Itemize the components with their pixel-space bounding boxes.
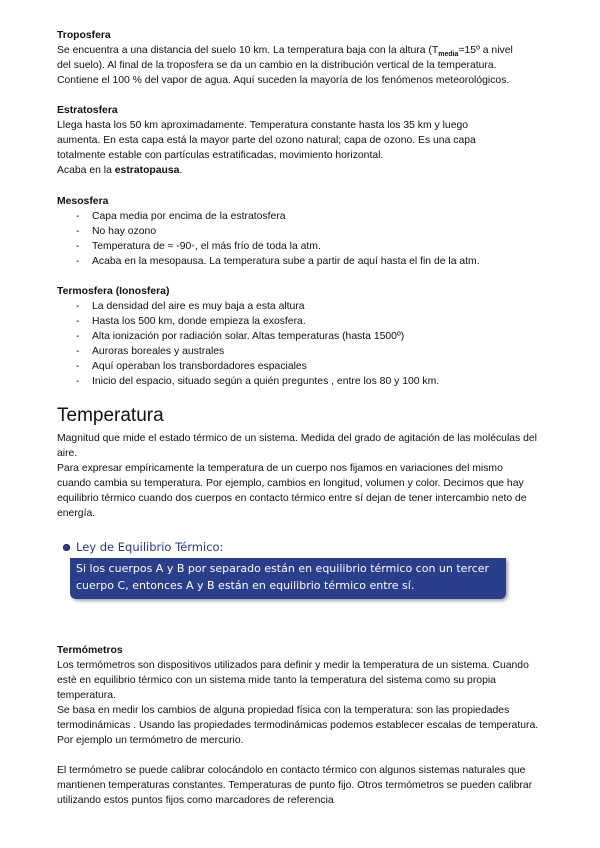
ley-title: Ley de Equilibrio Térmico: <box>76 539 224 554</box>
ley-line1: Si los cuerpos A y B por separado están en equilibrio térmico con un tercer <box>76 562 490 575</box>
temperatura-p2: Para expresar empíricamente la temperatura de un cuerpo nos fijamos en variaciones del mismo cuando cambia su temperatura. Por ejemplo, cambios en longitud, volumen y color. Decimos que hay equilibrio térmico cuando dos cuerpos en contacto térmico entre sí dejan de tener intercambio neto de energía. <box>57 463 527 519</box>
estratopausa-term: estratopausa <box>114 165 180 176</box>
ley-statement-box <box>70 558 506 599</box>
list-item: - Auroras boreales y australes <box>57 344 547 359</box>
termosfera-heading: Termosfera (Ionosfera) <box>57 286 170 297</box>
termometros-p1: Los termómetros son dispositivos utilizados para definir y medir la temperatura de un sistema. Cuando estè en equilibrio térmico con un sistema mide tanto la temperatura del sistema como su propia temperatura. <box>57 660 529 701</box>
ley-title-row <box>62 539 506 555</box>
list-item: - Capa media por encima de la estratosfera <box>57 209 547 224</box>
troposfera-line3: Contiene el 100 % del vapor de agua. Aquí suceden la mayoría de los fenómenos meteorológicos. <box>57 75 510 86</box>
troposfera-subscript: media <box>438 51 459 59</box>
troposfera-line1 <box>57 43 547 58</box>
estratosfera-ends-pre: Acaba en la <box>57 165 115 176</box>
bullet-icon <box>63 544 70 551</box>
list-item: - Aquí operaban los transbordadores espaciales <box>57 359 547 374</box>
ley-equilibrio-block <box>62 539 506 599</box>
list-item: - Alta ionización por radiación solar. Altas temperaturas (hasta 1500º) <box>57 329 547 344</box>
list-item: - Hasta los 500 km, donde empieza la exosfera. <box>57 314 547 329</box>
troposfera-line2: del suelo). Al final de la troposfera se da un cambio en la distribución vertical de la temperatura. <box>57 60 497 71</box>
troposfera-line1-post: =15º a nivel <box>458 45 513 56</box>
list-item: - Acaba en la mesopausa. La temperatura sube a partir de aquí hasta el fin de la atm. <box>57 254 547 269</box>
estratosfera-ends <box>57 163 512 178</box>
section-mesosfera <box>57 194 547 269</box>
troposfera-line1-pre: Se encuentra a una distancia del suelo 10 km. La temperatura baja con la altura (T <box>57 45 439 56</box>
list-item: - La densidad del aire es muy baja a esta altura <box>57 299 547 314</box>
estratosfera-body: Llega hasta los 50 km aproximadamente. Temperatura constante hasta los 35 km y luego aumenta. En esta capa está la mayor parte del ozono natural; capa de ozono. Es una capa totalmente estable con partículas estratificadas, movimiento horizontal. <box>57 120 476 161</box>
termosfera-list <box>57 299 547 389</box>
section-estratosfera <box>57 103 512 178</box>
temperatura-p1: Magnitud que mide el estado térmico de un sistema. Medida del grado de agitación de las moléculas del aire. <box>57 433 537 459</box>
termometros-p3: El termómetro se puede calibrar colocándolo en contacto térmico con algunos sistemas naturales que mantienen temperaturas constantes. Temperaturas de punto fijo. Otros termómetros se pueden calibrar utilizando estos puntos fijos como marcadores de referencia <box>57 765 533 806</box>
temperatura-title: Temperatura <box>57 405 164 426</box>
estratosfera-ends-post: . <box>179 165 183 176</box>
termometros-p2: Se basa en medir los cambios de alguna propiedad física con la temperatura: son las propiedades termodinámicas . Usando las propiedades termodinámicas podemos establecer escalas de temperatura. Por ejemplo un termómetro de mercurio. <box>57 705 539 746</box>
termometros-heading: Termómetros <box>57 645 123 656</box>
troposfera-heading: Troposfera <box>57 30 111 41</box>
list-item: - No hay ozono <box>57 224 547 239</box>
section-termosfera <box>57 284 547 389</box>
list-item: - Temperatura de ≈ -90◦, el más frío de toda la atm. <box>57 239 547 254</box>
mesosfera-heading: Mesosfera <box>57 196 109 207</box>
list-item: - Inicio del espacio, situado según a quién preguntes , entre los 80 y 100 km. <box>57 374 547 389</box>
ley-line2: cuerpo C, entonces A y B están en equilibrio térmico entre sí. <box>76 579 415 592</box>
section-termometros <box>57 643 542 808</box>
estratosfera-heading: Estratosfera <box>57 105 118 116</box>
section-troposfera <box>57 28 547 88</box>
mesosfera-list <box>57 209 547 269</box>
section-temperatura <box>57 431 537 521</box>
